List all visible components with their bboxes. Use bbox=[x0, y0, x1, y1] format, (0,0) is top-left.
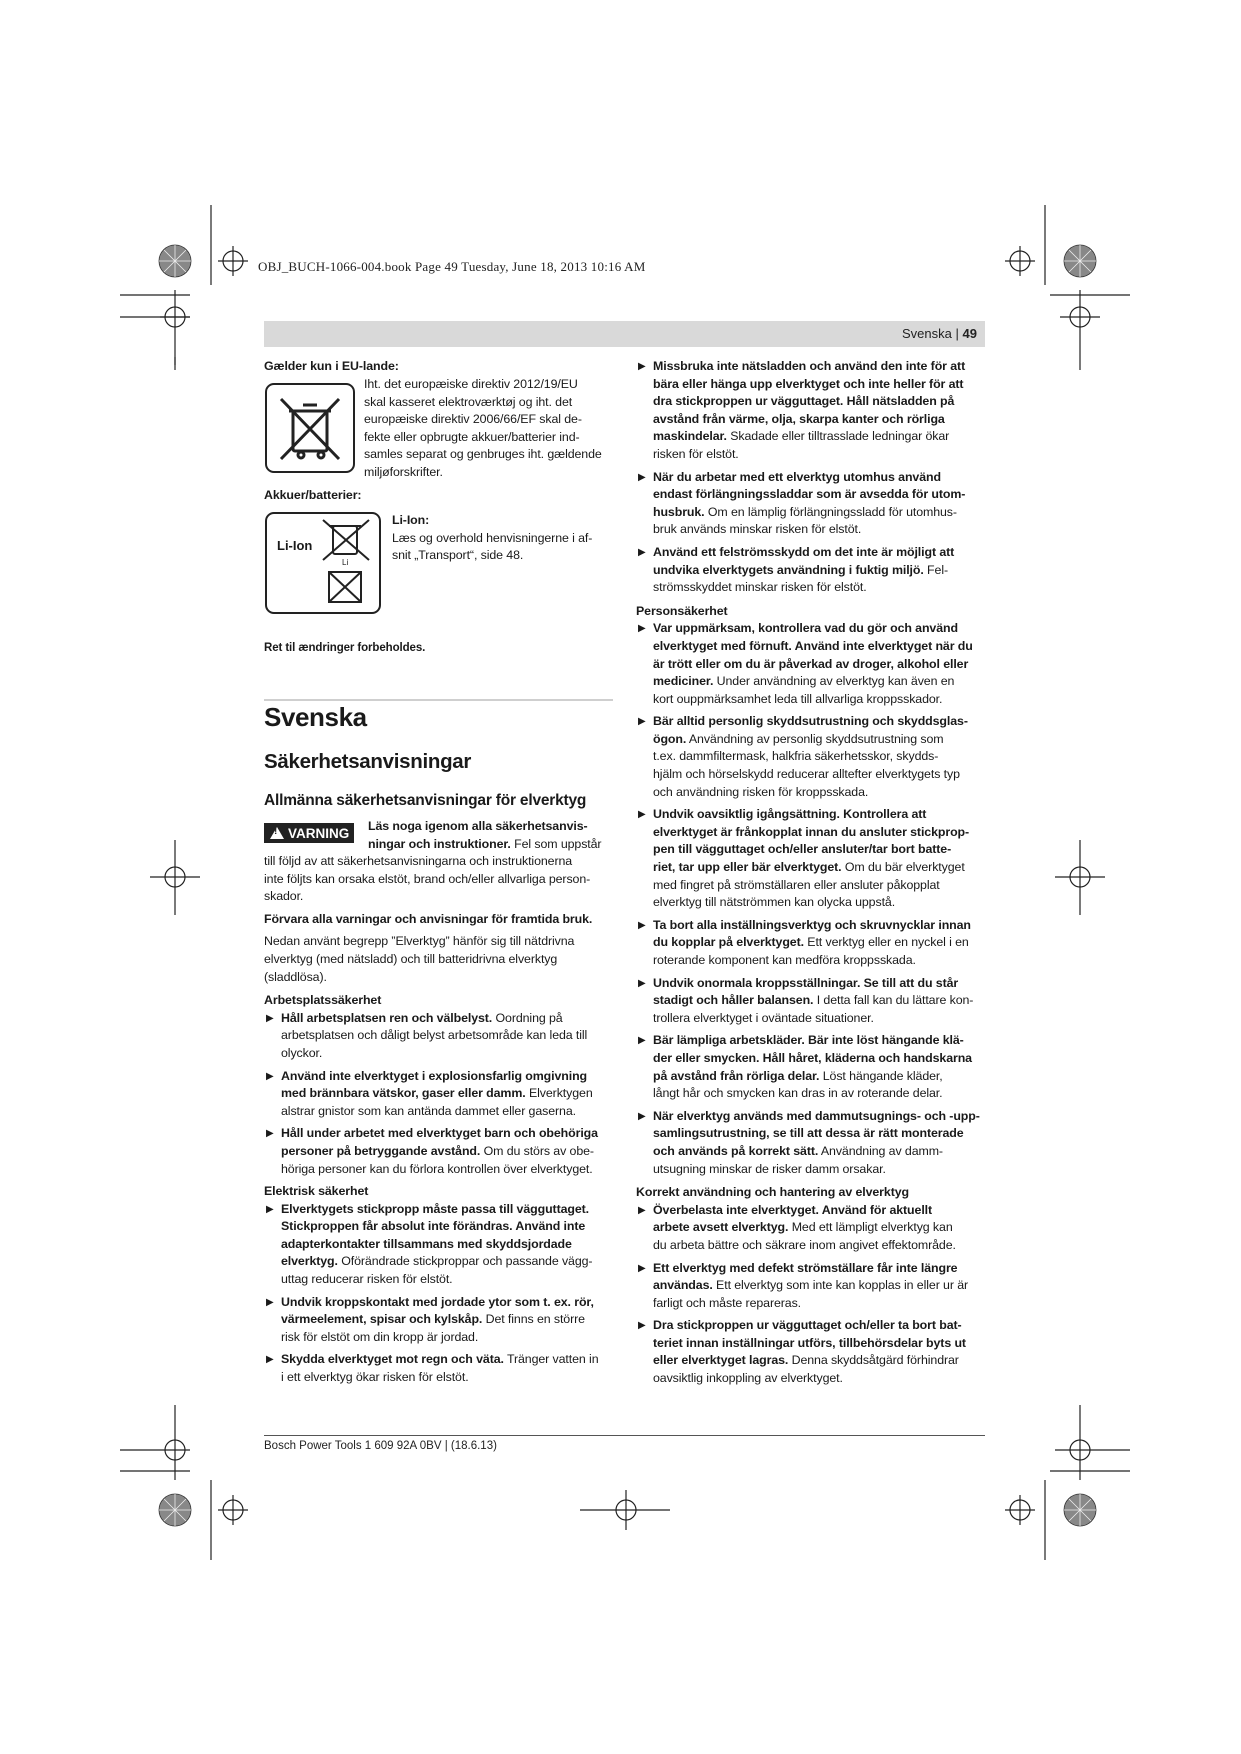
bullet-line bbox=[653, 691, 992, 709]
bullet-text: Användning av damm- bbox=[818, 1143, 943, 1158]
bullet-line bbox=[281, 1218, 624, 1236]
warning-rest: Fel som uppstår bbox=[514, 836, 602, 851]
bullet-item bbox=[636, 544, 992, 597]
changes-wrap bbox=[264, 640, 624, 658]
bullet-bold-text: elverktyget är frånkopplat innan du ansluter stickprop- bbox=[653, 824, 970, 839]
bullet-text: Oordning på bbox=[492, 1010, 563, 1025]
weee-disposal-icon bbox=[265, 383, 355, 473]
bullet-line bbox=[653, 428, 992, 446]
bullet-bold-text: ögon. bbox=[653, 731, 687, 746]
bullet-line bbox=[653, 562, 992, 580]
bullet-arrow-icon: ▶ bbox=[638, 919, 646, 931]
warning-line-2: inte följts kan orsaka elstöt, brand och/eller allvarliga person- bbox=[264, 871, 591, 886]
bullet-bold-text: mediciner. bbox=[653, 674, 714, 689]
bullet-text: med fingret på strömställaren eller ansluter påkopplat bbox=[653, 877, 940, 892]
handling-heading: Korrekt användning och hantering av elverktyg bbox=[636, 1185, 909, 1200]
bullet-line bbox=[653, 620, 992, 638]
bullet-bold-text: Undvik kroppskontakt med jordade ytor som t. ex. rör, bbox=[281, 1294, 594, 1309]
bullet-bold-text: personer på betryggande avstånd. bbox=[281, 1143, 481, 1158]
bullet-item bbox=[264, 1068, 624, 1121]
bullet-line bbox=[653, 358, 992, 376]
bullet-bold-text: Elverktygets stickpropp måste passa till vägguttaget. bbox=[281, 1201, 590, 1216]
bullet-bold-text: bära eller hänga upp elverktyget och inte heller för att bbox=[653, 376, 964, 391]
work-area-list bbox=[264, 1010, 624, 1178]
bullet-line bbox=[281, 1161, 624, 1179]
bullet-line bbox=[281, 1201, 624, 1219]
bullet-item bbox=[264, 1294, 624, 1347]
bullet-line bbox=[653, 1260, 992, 1278]
bullet-line bbox=[653, 1108, 992, 1126]
bullet-item bbox=[636, 469, 992, 539]
bullet-line bbox=[653, 824, 992, 842]
bullet-bold-text: När du arbetar med ett elverktyg utomhus använd bbox=[653, 469, 941, 484]
warning-glyph: ! bbox=[274, 826, 278, 837]
bullet-text: trollera elverktyget i oväntade situationer. bbox=[653, 1010, 874, 1025]
bullet-line bbox=[653, 656, 992, 674]
bullet-bold-text: undvika elverktygets användning i fuktig miljö. bbox=[653, 562, 924, 577]
bullet-line bbox=[653, 917, 992, 935]
bullet-text: Fel- bbox=[923, 562, 949, 577]
warning-badge-label: VARNING bbox=[288, 825, 350, 841]
bullet-item bbox=[636, 358, 992, 464]
bullet-text: Denna skyddsåtgärd förhindrar bbox=[788, 1353, 959, 1368]
bullet-text: alstrar gnistor som kan antända dammet eller gaserna. bbox=[281, 1103, 576, 1118]
title-block bbox=[264, 702, 367, 733]
bullet-text: t.ex. dammfiltermask, halkfria säkerhetsskor, skydds- bbox=[653, 749, 939, 764]
bullet-text: Skadade eller tilltrasslade ledningar ökar bbox=[726, 429, 950, 444]
eu-line-1: Iht. det europæiske direktiv 2012/19/EU bbox=[364, 377, 578, 391]
bullet-text: arbetsplatsen och dåligt belyst arbetsområde kan leda till bbox=[281, 1028, 588, 1043]
bullet-bold-text: elverktyget med förnuft. Använd inte elverktyget när du bbox=[653, 638, 973, 653]
akkuer-heading: Akkuer/batterier: bbox=[264, 488, 362, 502]
bullet-text: kort ouppmärksamhet leda till allvarliga kroppsskador. bbox=[653, 691, 943, 706]
warning-line-1: till följd av att säkerhetsanvisningarna och instruktionerna bbox=[264, 854, 573, 868]
bullet-text: Oförändrade stickproppar och passande vägg- bbox=[337, 1254, 593, 1269]
bullet-text: Det finns en större bbox=[482, 1312, 585, 1327]
bullet-line bbox=[653, 934, 992, 952]
bullet-line bbox=[281, 1103, 624, 1121]
bullet-line bbox=[281, 1045, 624, 1063]
bullet-line bbox=[653, 486, 992, 504]
bullet-line bbox=[281, 1311, 624, 1329]
bullet-bold-text: du kopplar på elverktyget. bbox=[653, 935, 804, 950]
bullet-arrow-icon: ▶ bbox=[266, 1203, 274, 1215]
bullet-item bbox=[636, 1108, 992, 1178]
bullet-bold-text: Bär lämpliga arbetskläder. Bär inte löst hängande klä- bbox=[653, 1033, 964, 1048]
liion-heading: Li-Ion: bbox=[392, 513, 430, 527]
warning-bold-1: Läs noga igenom alla säkerhetsanvis- bbox=[368, 819, 588, 833]
bullet-arrow-icon: ▶ bbox=[638, 361, 646, 372]
bullet-bold-text: Dra stickproppen ur vägguttaget och/eller ta bort bat- bbox=[653, 1318, 962, 1333]
definition-line-1: Nedan använt begrepp ”Elverktyg” hänför sig till nätdrivna bbox=[264, 934, 575, 949]
section-divider bbox=[264, 699, 613, 701]
bullet-bold-text: adapterkontakter tillsammans med skyddsjordade bbox=[281, 1236, 572, 1251]
eu-heading: Gælder kun i EU-lande: bbox=[264, 359, 399, 373]
bullet-text: höriga personer kan du förlora kontrollen över elverktyget. bbox=[281, 1161, 593, 1176]
bullet-line bbox=[653, 544, 992, 562]
bullet-text: Ett verktyg eller en nyckel i en bbox=[803, 935, 969, 950]
bullet-line bbox=[653, 1010, 992, 1028]
bullet-text: Elverktygen bbox=[525, 1086, 593, 1101]
bullet-text: långt hår och smycken kan dras in av roterande delar. bbox=[653, 1086, 943, 1101]
right-body bbox=[636, 358, 992, 1393]
bullet-arrow-icon: ▶ bbox=[638, 1035, 646, 1047]
bullet-bold-text: är trött eller om du är påverkad av droger, alkohol eller bbox=[653, 656, 969, 671]
bullet-arrow-icon: ▶ bbox=[638, 977, 646, 989]
bullet-arrow-icon: ▶ bbox=[638, 1320, 646, 1332]
bullet-line bbox=[281, 1271, 624, 1289]
bullet-text: farligt och måste repareras. bbox=[653, 1295, 802, 1310]
bullet-line bbox=[653, 1277, 992, 1295]
bullet-text: du arbeta bättre och säkrare inom angivet effektområde. bbox=[653, 1237, 956, 1252]
bullet-arrow-icon: ▶ bbox=[638, 1110, 646, 1122]
bullet-line bbox=[653, 1125, 992, 1143]
work-area-heading: Arbetsplatssäkerhet bbox=[264, 993, 382, 1008]
electrical-heading: Elektrisk säkerhet bbox=[264, 1184, 369, 1199]
warning-badge bbox=[264, 823, 354, 845]
bullet-line bbox=[653, 713, 992, 731]
eu-line-6: miljøforskrifter. bbox=[364, 464, 443, 479]
bullet-text: elverktyg till nätströmmen kan olycka uppstå. bbox=[653, 895, 896, 910]
liion-label: Li-Ion bbox=[277, 538, 313, 553]
bullet-bold-text: När elverktyg används med dammutsugnings- och -upp- bbox=[653, 1108, 980, 1123]
header-label bbox=[902, 326, 977, 341]
subsubtitle-block bbox=[264, 792, 586, 810]
bullet-line bbox=[653, 638, 992, 656]
bullet-line bbox=[653, 1370, 992, 1388]
bullet-line bbox=[653, 1161, 992, 1179]
bullet-text: roterande komponent kan medföra kroppsskada. bbox=[653, 953, 916, 967]
bullet-bold-text: Undvik onormala kroppsställningar. Se till att du står bbox=[653, 975, 959, 990]
subtitle-block bbox=[264, 750, 471, 774]
bullet-text: Under användning av elverktyg kan även en bbox=[713, 674, 955, 689]
bullet-line bbox=[653, 859, 992, 877]
eu-line-2: skal kasseret elektroværktøj og iht. det bbox=[364, 394, 573, 409]
bullet-bold-text: Ta bort alla inställningsverktyg och skruvnycklar innan bbox=[653, 917, 971, 932]
bullet-line bbox=[281, 1236, 624, 1254]
bullet-line bbox=[653, 1219, 992, 1237]
bullet-arrow-icon: ▶ bbox=[266, 1128, 274, 1140]
bullet-line bbox=[653, 1032, 992, 1050]
bullet-item bbox=[636, 1032, 992, 1102]
bullet-text: Ett elverktyg som inte kan kopplas in eller ur är bbox=[712, 1278, 969, 1293]
print-info: OBJ_BUCH-1066-004.book Page 49 Tuesday, June 18, 2013 10:16 AM bbox=[258, 259, 646, 274]
bullet-line bbox=[653, 1143, 992, 1161]
bullet-arrow-icon: ▶ bbox=[266, 1296, 274, 1308]
bullet-bold-text: värmeelement, spisar och kylskåp. bbox=[281, 1312, 483, 1327]
bullet-bold-text: Skydda elverktyget mot regn och väta. bbox=[281, 1352, 504, 1367]
bullet-item bbox=[636, 1317, 992, 1387]
bullet-bold-text: på avstånd från rörliga delar. bbox=[653, 1068, 820, 1083]
bullet-line bbox=[281, 1253, 624, 1271]
liion-small-label: Li bbox=[342, 558, 349, 567]
warning-intro bbox=[368, 818, 624, 853]
personal-heading: Personsäkerhet bbox=[636, 603, 728, 618]
bullet-item bbox=[264, 1010, 624, 1063]
changes-note: Ret til ændringer forbeholdes. bbox=[264, 642, 426, 654]
header-language: Svenska bbox=[902, 326, 952, 341]
bullet-arrow-icon: ▶ bbox=[266, 1070, 274, 1082]
bullet-line bbox=[653, 1085, 992, 1103]
personal-list bbox=[636, 620, 992, 1178]
liion-text bbox=[392, 512, 622, 565]
save-all-note: Förvara alla varningar och anvisningar för framtida bruk. bbox=[264, 911, 593, 926]
bullet-line bbox=[281, 1125, 624, 1143]
bullet-line bbox=[653, 1295, 992, 1313]
bullet-bold-text: med brännbara vätskor, gaser eller damm. bbox=[281, 1086, 526, 1101]
bullet-arrow-icon: ▶ bbox=[638, 809, 646, 821]
bullet-item bbox=[636, 975, 992, 1028]
bullet-line bbox=[653, 411, 992, 429]
page-header bbox=[264, 321, 985, 347]
bullet-item bbox=[636, 1260, 992, 1313]
bullet-bold-text: Överbelasta inte elverktyget. Använd för aktuellt bbox=[653, 1202, 933, 1217]
bullet-text: utsugning minskar de risker damm orsakar. bbox=[653, 1161, 886, 1176]
liion-line-2: snit „Transport“, side 48. bbox=[392, 548, 524, 563]
bullet-arrow-icon: ▶ bbox=[266, 1354, 274, 1366]
bullet-arrow-icon: ▶ bbox=[638, 623, 646, 635]
footer-divider bbox=[264, 1435, 985, 1436]
bullet-item bbox=[636, 713, 992, 801]
page-number: 49 bbox=[962, 326, 977, 341]
bullet-bold-text: stadigt och håller balansen. bbox=[653, 993, 814, 1008]
bullet-text: Om du bär elverktyget bbox=[841, 860, 965, 875]
bullet-bold-text: maskindelar. bbox=[653, 429, 727, 444]
bullet-text: risk för elstöt om din kropp är jordad. bbox=[281, 1329, 479, 1344]
bullet-text: uttag reducerar risken för elstöt. bbox=[281, 1272, 453, 1287]
bullet-bold-text: endast förlängningssladdar som är avsedda för utom- bbox=[653, 487, 966, 502]
bullet-bold-text: Håll arbetsplatsen ren och välbelyst. bbox=[281, 1010, 493, 1025]
left-body bbox=[264, 853, 624, 1392]
bullet-arrow-icon: ▶ bbox=[638, 1262, 646, 1274]
liion-disposal-icon bbox=[265, 512, 381, 614]
definition-line-2: elverktyg (med nätsladd) och till batteridrivna elverktyg bbox=[264, 951, 558, 966]
akkuer-heading-wrap bbox=[264, 487, 624, 505]
bullet-bold-text: Använd inte elverktyget i explosionsfarlig omgivning bbox=[281, 1068, 588, 1083]
eu-heading-wrap bbox=[264, 358, 624, 376]
bullet-bold-text: Ett elverktyg med defekt strömställare får inte längre bbox=[653, 1260, 958, 1275]
bullet-line bbox=[653, 992, 992, 1010]
bullet-line bbox=[281, 1027, 624, 1045]
bullet-line bbox=[653, 469, 992, 487]
liion-line-1: Læs og overhold henvisningerne i af- bbox=[392, 530, 593, 545]
bullet-text: och användning risken för kroppsskada. bbox=[653, 784, 869, 799]
bullet-bold-text: och används på korrekt sätt. bbox=[653, 1143, 819, 1158]
bullet-item bbox=[264, 1125, 624, 1178]
bullet-bold-text: dra stickproppen ur vägguttaget. Håll nätsladden på bbox=[653, 394, 955, 409]
bullet-line bbox=[653, 673, 992, 691]
bullet-item bbox=[264, 1351, 624, 1386]
bullet-line bbox=[281, 1329, 624, 1347]
bullet-arrow-icon: ▶ bbox=[638, 471, 646, 483]
bullet-line bbox=[653, 446, 992, 464]
bullet-line bbox=[653, 975, 992, 993]
bullet-line bbox=[653, 952, 992, 970]
bullet-bold-text: der eller smycken. Håll håret, kläderna och handskarna bbox=[653, 1050, 972, 1065]
bullet-bold-text: Stickproppen får absolut inte förändras. Använd inte bbox=[281, 1219, 586, 1234]
bullet-line bbox=[281, 1351, 624, 1369]
bullet-line bbox=[653, 1068, 992, 1086]
bullet-bold-text: användas. bbox=[653, 1278, 713, 1293]
bullet-item bbox=[636, 917, 992, 970]
bullet-bold-text: Missbruka inte nätsladden och använd den inte för att bbox=[653, 359, 966, 373]
bullet-line bbox=[281, 1010, 624, 1028]
bullet-bold-text: samlingsutrustning, se till att dessa är rätt monterade bbox=[653, 1126, 964, 1141]
electrical-cont-list bbox=[636, 358, 992, 597]
handling-list bbox=[636, 1202, 992, 1388]
bullet-line bbox=[653, 894, 992, 912]
page-title: Svenska bbox=[264, 702, 367, 732]
bullet-line bbox=[653, 1202, 992, 1220]
bullet-line bbox=[281, 1068, 624, 1086]
bullet-line bbox=[653, 841, 992, 859]
bullet-bold-text: Använd ett felströmsskydd om det inte är möjligt att bbox=[653, 544, 955, 559]
bullet-text: I detta fall kan du lättare kon- bbox=[813, 993, 974, 1008]
bullet-line bbox=[653, 806, 992, 824]
bullet-line bbox=[653, 731, 992, 749]
header-separator: | bbox=[955, 326, 959, 341]
bullet-line bbox=[653, 1317, 992, 1335]
bullet-line bbox=[281, 1294, 624, 1312]
bullet-bold-text: Var uppmärksam, kontrollera vad du gör och använd bbox=[653, 621, 958, 636]
bullet-line bbox=[653, 393, 992, 411]
eu-line-4: fekte eller opbrugte akkuer/batterier ind- bbox=[364, 429, 580, 444]
bullet-bold-text: Bär alltid personlig skyddsutrustning och skyddsglas- bbox=[653, 714, 968, 729]
bullet-line bbox=[281, 1143, 624, 1161]
bullet-line bbox=[653, 877, 992, 895]
bullet-arrow-icon: ▶ bbox=[638, 716, 646, 728]
bullet-text: strömsskyddet minskar risken för elstöt. bbox=[653, 580, 867, 595]
footer: Bosch Power Tools 1 609 92A 0BV | (18.6.13) bbox=[264, 1440, 497, 1452]
bullet-item bbox=[636, 1202, 992, 1255]
bullet-arrow-icon: ▶ bbox=[638, 1204, 646, 1216]
bullet-bold-text: pen till vägguttaget och/eller ansluter/tar bort batte- bbox=[653, 842, 952, 857]
warning-bold-2: ningar och instruktioner. bbox=[368, 836, 511, 851]
eu-line-3: europæiske direktiv 2006/66/EF skal de- bbox=[364, 412, 582, 427]
electrical-list bbox=[264, 1201, 624, 1387]
bullet-line bbox=[653, 1352, 992, 1370]
bullet-text: bruk används minskar risken för elstöt. bbox=[653, 522, 862, 537]
bullet-text: Om du störs av obe- bbox=[480, 1143, 594, 1158]
bullet-text: Tränger vatten in bbox=[503, 1352, 599, 1367]
bullet-line bbox=[653, 1050, 992, 1068]
bullet-bold-text: teriet innan inställningar utförs, tillbehörsdelar byts ut bbox=[653, 1335, 966, 1350]
bullet-line bbox=[653, 766, 992, 784]
bullet-bold-text: arbete avsett elverktyg. bbox=[653, 1220, 789, 1235]
definition-line-3: (sladdlösa). bbox=[264, 969, 327, 984]
bullet-line bbox=[281, 1369, 624, 1387]
bullet-arrow-icon: ▶ bbox=[638, 546, 646, 558]
subsection-title: Allmänna säkerhetsanvisningar för elverktyg bbox=[264, 792, 587, 809]
bullet-line bbox=[653, 1335, 992, 1353]
bullet-text: oavsiktlig inkoppling av elverktyget. bbox=[653, 1371, 843, 1386]
bullet-line bbox=[653, 504, 992, 522]
bullet-bold-text: Håll under arbetet med elverktyget barn och obehöriga bbox=[281, 1126, 598, 1141]
bullet-text: Med ett lämpligt elverktyg kan bbox=[788, 1220, 953, 1235]
bullet-line bbox=[653, 748, 992, 766]
warning-line-3: skador. bbox=[264, 889, 304, 904]
bullet-arrow-icon: ▶ bbox=[266, 1012, 274, 1024]
bullet-line bbox=[281, 1085, 624, 1103]
bullet-line bbox=[653, 376, 992, 394]
bullet-text: risken för elstöt. bbox=[653, 446, 739, 461]
bullet-bold-text: elverktyg. bbox=[281, 1254, 338, 1269]
bullet-bold-text: husbruk. bbox=[653, 504, 705, 519]
bullet-bold-text: avstånd från värme, olja, skarpa kanter och rörliga bbox=[653, 411, 945, 426]
bullet-item bbox=[636, 620, 992, 708]
bullet-text: olyckor. bbox=[281, 1045, 323, 1060]
eu-line-5: samles separat og genbruges iht. gældende bbox=[364, 447, 602, 462]
bullet-line bbox=[653, 784, 992, 802]
bullet-line bbox=[653, 579, 992, 597]
bullet-line bbox=[653, 521, 992, 539]
bullet-line bbox=[653, 1237, 992, 1255]
bullet-text: Löst hängande kläder, bbox=[819, 1068, 943, 1083]
bullet-text: Användning av personlig skyddsutrustning som bbox=[686, 731, 944, 746]
bullet-item bbox=[264, 1201, 624, 1289]
bullet-text: i ett elverktyg ökar risken för elstöt. bbox=[281, 1370, 469, 1385]
bullet-bold-text: riet, tar upp eller bär elverktyget. bbox=[653, 860, 842, 875]
bullet-bold-text: eller elverktyget lagras. bbox=[653, 1353, 789, 1368]
bullet-text: hjälm och hörselskydd reducerar alltefter elverktygets typ bbox=[653, 767, 960, 782]
bullet-text: Om en lämplig förlängningssladd för utomhus- bbox=[704, 504, 957, 519]
bullet-item bbox=[636, 806, 992, 912]
eu-text bbox=[364, 376, 624, 482]
bullet-bold-text: Undvik oavsiktlig igångsättning. Kontrollera att bbox=[653, 807, 927, 822]
section-title: Säkerhetsanvisningar bbox=[264, 750, 472, 773]
